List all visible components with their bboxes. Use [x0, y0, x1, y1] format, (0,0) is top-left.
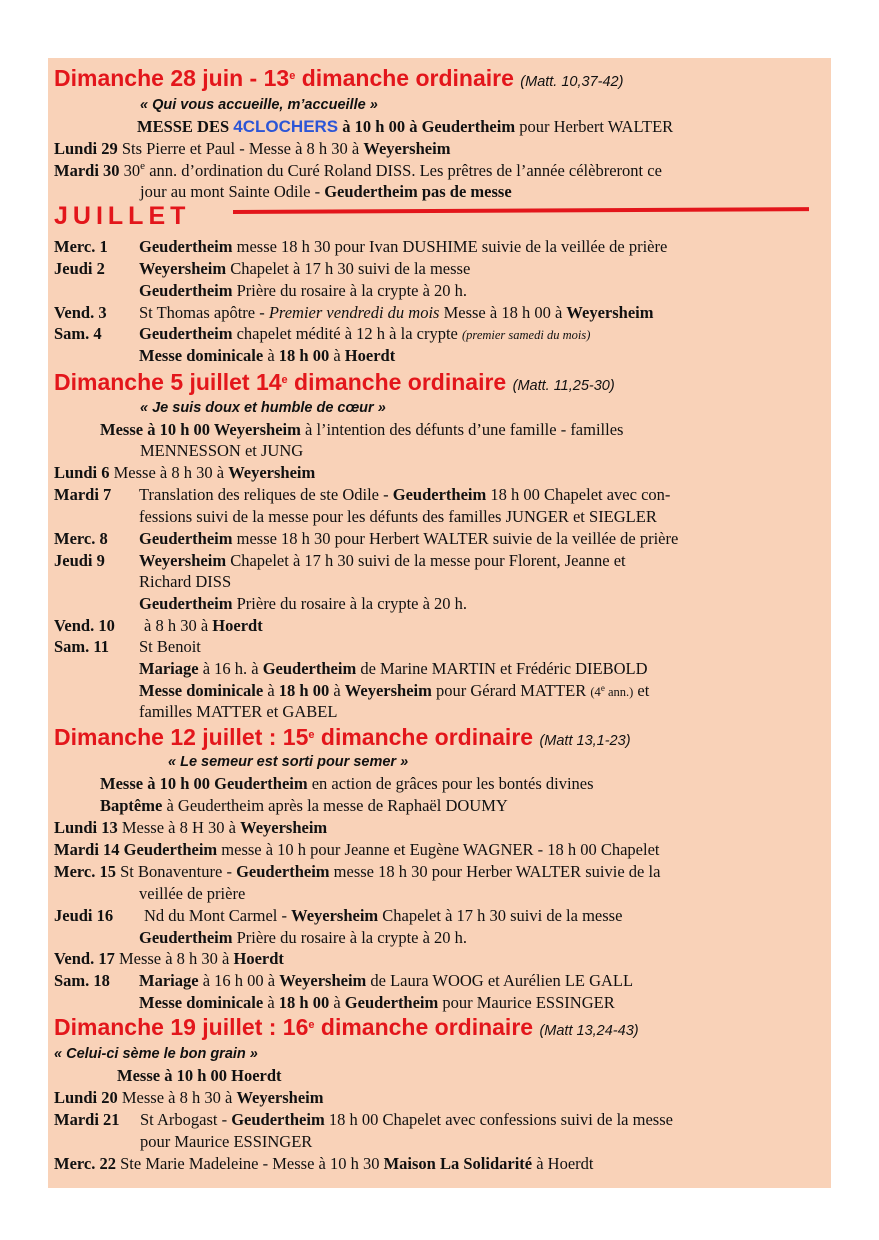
schedule-row-continued: jour au mont Sainte Odile - Geudertheim pas de messe	[140, 182, 512, 201]
schedule-row: Lundi 20 Messe à 8 h 30 à Weyersheim	[54, 1088, 324, 1107]
mass-line: Messe à 10 h 00 Geudertheim en action de grâces pour les bontés divines	[100, 774, 594, 793]
schedule-row: Lundi 29 Sts Pierre et Paul - Messe à 8 h 30 à Weyersheim	[54, 139, 451, 158]
schedule-row-continued: Geudertheim Prière du rosaire à la crypte à 20 h.	[139, 928, 468, 947]
gospel-quote: « Qui vous accueille, m’accueille »	[140, 97, 378, 113]
schedule-row: Merc. 22 Ste Marie Madeleine - Messe à 10 h 30 Maison La Solidarité à Hoerdt	[54, 1154, 594, 1173]
baptism-line: Baptême à Geudertheim après la messe de Raphaël DOUMY	[100, 796, 508, 815]
sunday-heading-5-july: Dimanche 5 juillet 14e dimanche ordinaire (Matt. 11,25-30)	[54, 369, 615, 395]
schedule-row-continued: Messe dominicale à 18 h 00 à Weyersheim pour Gérard MATTER (4e ann.) et	[139, 681, 650, 700]
gospel-quote: « Celui-ci sème le bon grain »	[54, 1046, 258, 1062]
schedule-row-continued: Geudertheim Prière du rosaire à la crypte à 20 h.	[139, 594, 468, 613]
mass-line: Messe à 10 h 00 Hoerdt	[117, 1066, 282, 1085]
schedule-row-continued: fessions suivi de la messe pour les défunts des familles JUNGER et SIEGLER	[139, 507, 657, 526]
gospel-quote: « Je suis doux et humble de cœur »	[140, 400, 386, 416]
mass-line-continued: MENNESSON et JUNG	[140, 441, 304, 460]
schedule-row: Merc. 15 St Bonaventure - Geudertheim messe 18 h 30 pour Herber WALTER suivie de la	[54, 862, 661, 881]
mass-line: MESSE DES 4CLOCHERS à 10 h 00 à Geudertheim pour Herbert WALTER	[137, 117, 674, 136]
schedule-row-continued: Messe dominicale à 18 h 00 à Hoerdt	[139, 346, 396, 365]
sunday-heading-28-june: Dimanche 28 juin - 13e dimanche ordinaire (Matt. 10,37-42)	[54, 65, 624, 91]
schedule-row-continued: pour Maurice ESSINGER	[140, 1132, 313, 1151]
gospel-quote: « Le semeur est sorti pour semer »	[168, 754, 409, 770]
sunday-heading-12-july: Dimanche 12 juillet : 15e dimanche ordinaire (Matt 13,1-23)	[54, 724, 631, 750]
sunday-heading-19-july: Dimanche 19 juillet : 16e dimanche ordinaire (Matt 13,24-43)	[54, 1014, 639, 1040]
schedule-row-continued: veillée de prière	[139, 884, 246, 903]
mass-line: Messe à 10 h 00 Weyersheim à l’intention des défunts d’une famille - familles	[100, 420, 624, 439]
schedule-row: Mardi 14 Geudertheim messe à 10 h pour Jeanne et Eugène WAGNER - 18 h 00 Chapelet	[54, 840, 660, 859]
schedule-row: Lundi 6 Messe à 8 h 30 à Weyersheim	[54, 463, 316, 482]
schedule-row-continued: Mariage à 16 h. à Geudertheim de Marine MARTIN et Frédéric DIEBOLD	[139, 659, 648, 678]
schedule-row-continued: Geudertheim Prière du rosaire à la crypte à 20 h.	[139, 281, 468, 300]
schedule-row-continued: Richard DISS	[139, 572, 232, 591]
schedule-row: Lundi 13 Messe à 8 H 30 à Weyersheim	[54, 818, 328, 837]
schedule-row: Mardi 30 30e ann. d’ordination du Curé Roland DISS. Les prêtres de l’année célèbreront ce	[54, 160, 662, 180]
month-heading: JUILLET	[54, 202, 191, 230]
schedule-row-continued: Messe dominicale à 18 h 00 à Geudertheim pour Maurice ESSINGER	[139, 993, 615, 1012]
schedule-row: Vend. 17 Messe à 8 h 30 à Hoerdt	[54, 949, 284, 968]
schedule-row-continued: familles MATTER et GABEL	[139, 702, 338, 721]
